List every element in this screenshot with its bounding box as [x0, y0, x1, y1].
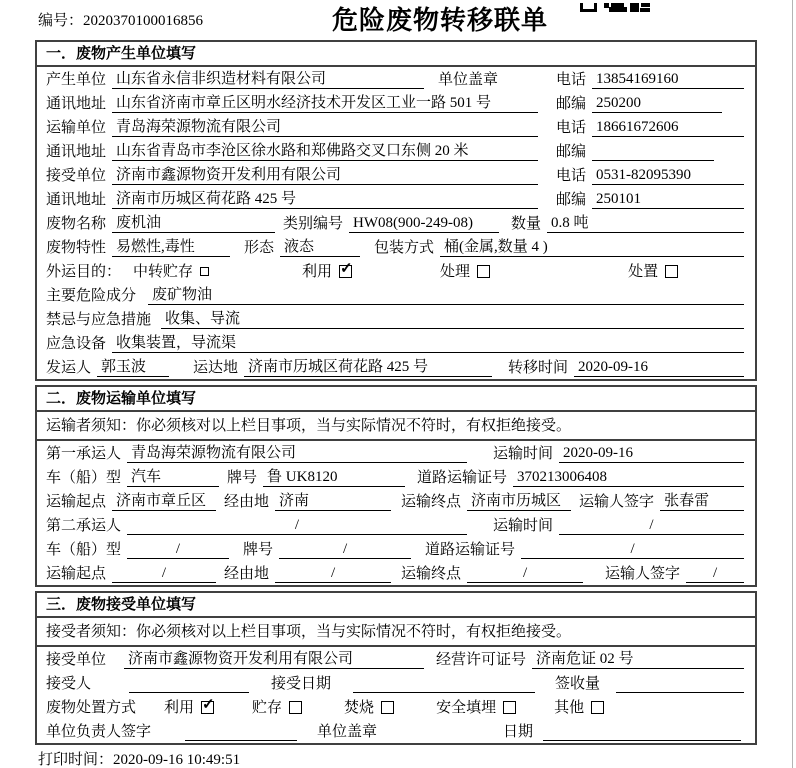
hazard-label: 主要危险成分	[46, 288, 137, 304]
manifest-form	[35, 40, 757, 749]
emergency-value: 收集、导流	[161, 310, 744, 329]
print-time-label: 打印时间：	[38, 752, 114, 768]
transfer-storage-checkbox	[200, 267, 209, 276]
utilize-checkbox	[339, 265, 352, 278]
purpose-option-label: 中转贮存	[133, 264, 194, 280]
transporter-value: 青岛海荣源物流有限公司	[112, 118, 538, 137]
via-value: /	[275, 564, 391, 583]
waste-form-value: 液态	[280, 238, 360, 257]
equipment-value: 收集装置，导流渠	[112, 334, 744, 353]
date-label: 日期	[503, 724, 534, 740]
plate-value: /	[279, 540, 411, 559]
row-accepting-unit	[37, 647, 755, 671]
purpose-option-label: 处置	[628, 264, 659, 280]
transport-time-value: 2020-09-16	[559, 444, 744, 463]
section-generator	[35, 40, 757, 381]
zip-label: 邮编	[556, 96, 587, 112]
waste-form-label: 形态	[244, 240, 275, 256]
road-permit-value: /	[521, 540, 744, 559]
carrier-sign-value: /	[686, 564, 744, 583]
origin-label: 运输起点	[46, 494, 107, 510]
incinerate-checkbox	[381, 701, 394, 714]
vehicle-type-value: /	[127, 540, 229, 559]
emergency-label: 禁忌与应急措施	[46, 312, 152, 328]
carrier-sign-label: 运输人签字	[605, 566, 681, 582]
print-time-line	[38, 748, 240, 768]
receiver-zip-value: 250101	[592, 190, 744, 209]
disposal-option-label: 安全填埋	[436, 700, 497, 716]
section-receiver	[35, 591, 757, 745]
disposal-label: 废物处置方式	[46, 700, 137, 716]
row-vehicle-2	[37, 537, 755, 561]
disposal-option-label: 利用	[164, 700, 195, 716]
address-label: 通讯地址	[46, 192, 107, 208]
plate-value: 鲁 UK8120	[263, 468, 405, 487]
producer-zip-value: 250200	[592, 94, 722, 113]
zip-label: 邮编	[556, 144, 587, 160]
acceptor-value	[129, 692, 249, 693]
origin-value: 济南市章丘区	[112, 492, 216, 511]
carrier-sign-value: 张春雷	[660, 492, 744, 511]
row-waste-name	[37, 211, 755, 235]
purpose-option-label: 处理	[440, 264, 471, 280]
treat-checkbox	[477, 265, 490, 278]
row-acceptor	[37, 671, 755, 695]
transport-time-label: 运输时间	[493, 446, 554, 462]
accepting-unit-label: 接受单位	[46, 652, 107, 668]
vehicle-type-label: 车（船）型	[46, 470, 122, 486]
acceptor-label: 接受人	[46, 676, 92, 692]
row-second-carrier	[37, 513, 755, 537]
row-transporter-address	[37, 139, 755, 163]
document-header	[0, 0, 796, 40]
endpoint-label: 运输终点	[401, 494, 462, 510]
row-transporter	[37, 115, 755, 139]
section2-heading: 二．废物运输单位填写	[37, 387, 755, 412]
section-transporter	[35, 385, 757, 587]
qr-code-fragment-icon	[580, 0, 650, 17]
waste-name-label: 废物名称	[46, 216, 107, 232]
waste-qty-value: 0.8 吨	[547, 214, 744, 233]
other-checkbox	[591, 701, 604, 714]
consignor-value: 郭玉波	[97, 358, 169, 377]
hazard-value: 废矿物油	[148, 286, 744, 305]
row-receiver-address	[37, 187, 755, 211]
endpoint-value: 济南市历城区	[467, 492, 571, 511]
via-label: 经由地	[224, 566, 270, 582]
row-waste-traits	[37, 235, 755, 259]
head-sign-value	[185, 740, 297, 741]
carrier-sign-label: 运输人签字	[579, 494, 655, 510]
purpose-label: 外运目的：	[46, 264, 122, 280]
accept-date-value	[353, 692, 535, 693]
endpoint-value: /	[467, 564, 583, 583]
receiver-value: 济南市鑫源物资开发利用有限公司	[112, 166, 538, 185]
plate-label: 牌号	[243, 542, 274, 558]
row-vehicle-1	[37, 465, 755, 489]
phone-label: 电话	[556, 168, 587, 184]
utilize-checkbox	[201, 701, 214, 714]
receiver-phone-value: 0531-82095390	[592, 166, 744, 185]
section3-heading: 三．废物接受单位填写	[37, 593, 755, 618]
head-sign-label: 单位负责人签字	[46, 724, 152, 740]
origin-label: 运输起点	[46, 566, 107, 582]
transfer-time-value: 2020-09-16	[574, 358, 744, 377]
row-emergency-equipment	[37, 331, 755, 355]
row-first-carrier	[37, 441, 755, 465]
date-value	[543, 740, 741, 741]
packing-value: 桶(金属,数量 4 )	[440, 238, 744, 257]
seal-label: 单位盖章	[438, 72, 499, 88]
address-label: 通讯地址	[46, 144, 107, 160]
waste-traits-value: 易燃性,毒性	[112, 238, 230, 257]
transporter-zip-value	[592, 160, 714, 161]
producer-address-value: 山东省济南市章丘区明水经济技术开发区工业一路 501 号	[112, 94, 538, 113]
transporter-notice: 运输者须知：你必须核对以上栏目事项，当与实际情况不符时，有权拒绝接受。	[37, 412, 755, 441]
page-edge-divider	[792, 0, 793, 768]
phone-label: 电话	[556, 120, 587, 136]
row-dispatch	[37, 355, 755, 379]
packing-label: 包装方式	[374, 240, 435, 256]
transport-time-value: /	[559, 516, 744, 535]
endpoint-label: 运输终点	[401, 566, 462, 582]
purpose-option-label: 利用	[302, 264, 333, 280]
receiver-address-value: 济南市历城区荷花路 425 号	[112, 190, 538, 209]
row-receiver	[37, 163, 755, 187]
row-disposal-method	[37, 695, 755, 719]
producer-label: 产生单位	[46, 72, 107, 88]
dispose-checkbox	[665, 265, 678, 278]
unit-seal-label: 单位盖章	[317, 724, 378, 740]
received-qty-value	[616, 692, 744, 693]
receiver-label: 接受单位	[46, 168, 107, 184]
transporter-phone-value: 18661672606	[592, 118, 744, 137]
row-transfer-purpose	[37, 259, 755, 283]
row-route-1	[37, 489, 755, 513]
store-checkbox	[289, 701, 302, 714]
transport-time-label: 运输时间	[493, 518, 554, 534]
landfill-checkbox	[503, 701, 516, 714]
received-qty-label: 签收量	[555, 676, 601, 692]
carrier1-label: 第一承运人	[46, 446, 122, 462]
section1-heading: 一．废物产生单位填写	[37, 42, 755, 67]
waste-code-label: 类别编号	[283, 216, 344, 232]
accept-date-label: 接受日期	[271, 676, 332, 692]
zip-label: 邮编	[556, 192, 587, 208]
disposal-option-label: 焚烧	[344, 700, 375, 716]
row-producer-address	[37, 91, 755, 115]
receiver-notice: 接受者须知：你必须核对以上栏目事项，当与实际情况不符时，有权拒绝接受。	[37, 618, 755, 647]
carrier2-label: 第二承运人	[46, 518, 122, 534]
row-signoff	[37, 719, 755, 743]
business-permit-value: 济南危证 02 号	[532, 650, 744, 669]
road-permit-label: 道路运输证号	[417, 470, 508, 486]
producer-value: 山东省永信非织造材料有限公司	[112, 70, 424, 89]
carrier1-value: 青岛海荣源物流有限公司	[127, 444, 467, 463]
via-label: 经由地	[224, 494, 270, 510]
transporter-address-value: 山东省青岛市李沧区徐水路和郑佛路交叉口东侧 20 米	[112, 142, 538, 161]
business-permit-label: 经营许可证号	[436, 652, 527, 668]
disposal-option-label: 其他	[554, 700, 585, 716]
road-permit-label: 道路运输证号	[425, 542, 516, 558]
serial-label: 编号：	[38, 13, 84, 29]
via-value: 济南	[275, 492, 391, 511]
vehicle-type-value: 汽车	[127, 468, 219, 487]
waste-qty-label: 数量	[511, 216, 542, 232]
accepting-unit-value: 济南市鑫源物资开发利用有限公司	[124, 650, 424, 669]
serial-number: 2020370100016856	[83, 13, 204, 29]
consignor-label: 发运人	[46, 360, 92, 376]
row-hazard-component	[37, 283, 755, 307]
row-emergency-measures	[37, 307, 755, 331]
row-route-2	[37, 561, 755, 585]
destination-label: 运达地	[193, 360, 239, 376]
destination-value: 济南市历城区荷花路 425 号	[244, 358, 492, 377]
waste-code-value: HW08(900-249-08)	[349, 214, 499, 233]
carrier2-value: /	[127, 516, 467, 535]
plate-label: 牌号	[227, 470, 258, 486]
road-permit-value: 370213006408	[513, 468, 744, 487]
waste-name-value: 废机油	[112, 214, 275, 233]
producer-phone-value: 13854169160	[592, 70, 744, 89]
row-producer	[37, 67, 755, 91]
address-label: 通讯地址	[46, 96, 107, 112]
waste-traits-label: 废物特性	[46, 240, 107, 256]
print-time-value: 2020-09-16 10:49:51	[113, 752, 241, 768]
disposal-option-label: 贮存	[252, 700, 283, 716]
origin-value: /	[112, 564, 216, 583]
equipment-label: 应急设备	[46, 336, 107, 352]
transfer-time-label: 转移时间	[508, 360, 569, 376]
phone-label: 电话	[556, 72, 587, 88]
vehicle-type-label: 车（船）型	[46, 542, 122, 558]
transporter-label: 运输单位	[46, 120, 107, 136]
page-title: 危险废物转移联单	[331, 6, 548, 35]
